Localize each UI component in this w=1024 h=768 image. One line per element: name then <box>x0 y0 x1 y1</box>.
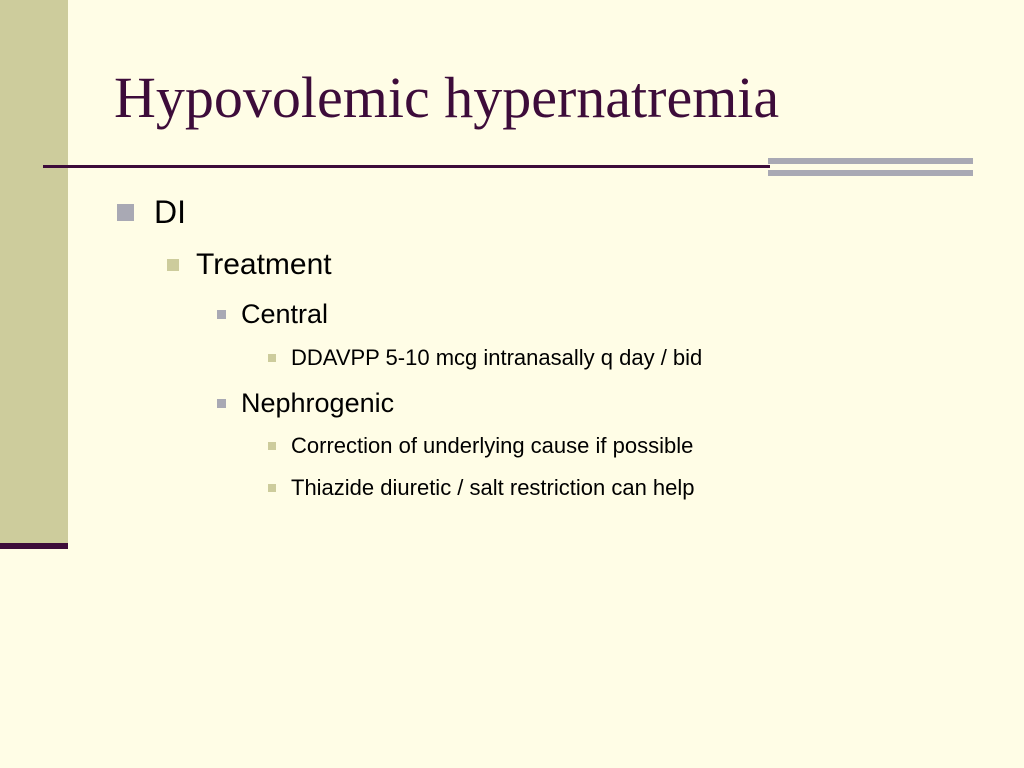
bullet-text: Correction of underlying cause if possible <box>291 433 694 458</box>
bullet-item-nephrogenic-detail-1 <box>268 432 693 460</box>
square-bullet-icon <box>268 442 276 450</box>
bullet-text: Thiazide diuretic / salt restriction can help <box>291 475 695 500</box>
bullet-item-central <box>217 297 328 331</box>
square-bullet-icon <box>217 310 226 319</box>
bullet-item-di <box>117 192 186 232</box>
square-bullet-icon <box>268 484 276 492</box>
square-bullet-icon <box>268 354 276 362</box>
bullet-text: DDAVPP 5-10 mcg intranasally q day / bid <box>291 345 703 370</box>
bullet-item-nephrogenic <box>217 386 394 420</box>
square-bullet-icon <box>217 399 226 408</box>
square-bullet-icon <box>117 204 134 221</box>
square-bullet-icon <box>167 259 179 271</box>
bullet-text: Nephrogenic <box>241 388 395 418</box>
bullet-text: Central <box>241 299 329 329</box>
bullet-item-nephrogenic-detail-2 <box>268 474 695 502</box>
slide-title: Hypovolemic hypernatremia <box>114 65 780 130</box>
bullet-text: DI <box>154 194 186 230</box>
bullet-item-central-detail <box>268 344 702 372</box>
bullet-text: Treatment <box>196 248 332 281</box>
bullet-item-treatment <box>167 246 332 284</box>
